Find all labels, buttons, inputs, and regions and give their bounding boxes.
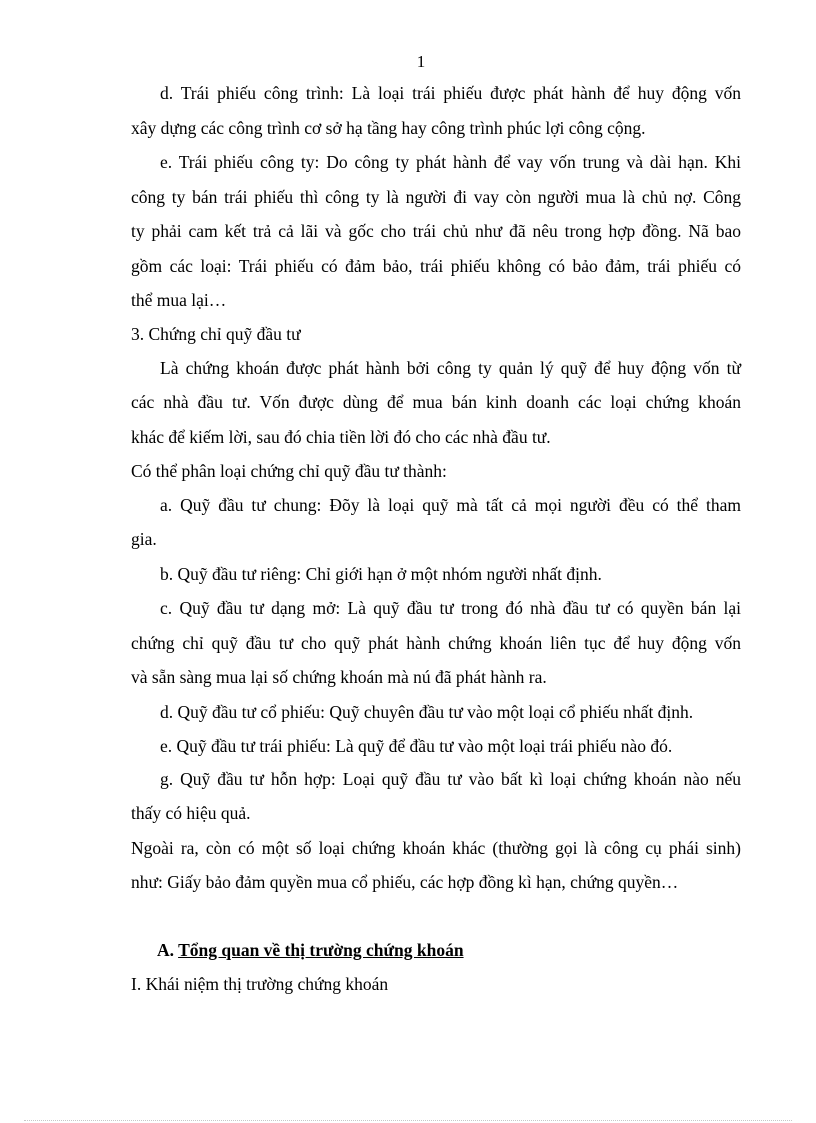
paragraph-line: e. Quỹ đầu tư trái phiếu: Là quỹ để đầu tư vào một loại trái phiếu nào đó. <box>160 736 673 756</box>
paragraph-line: ty phải cam kết trả cả lãi và gốc cho trái chủ như đã nêu trong hợp đồng. Nã bao <box>131 221 741 241</box>
page-number: 1 <box>416 52 426 71</box>
paragraph-line: Có thể phân loại chứng chỉ quỹ đầu tư thành: <box>131 461 447 481</box>
paragraph-line: c. Quỹ đầu tư dạng mở: Là quỹ đầu tư trong đó nhà đầu tư có quyền bán lại <box>160 598 741 618</box>
page-bottom-rule <box>24 1120 792 1121</box>
paragraph-line: g. Quỹ đầu tư hỗn hợp: Loại quỹ đầu tư vào bất kì loại chứng khoán nào nếu <box>160 769 741 789</box>
chapter-heading-prefix: A. <box>157 940 175 960</box>
paragraph-line: khác để kiếm lời, sau đó chia tiền lời đó cho các nhà đầu tư. <box>131 427 551 447</box>
paragraph-line: các nhà đầu tư. Vốn được dùng để mua bán kinh doanh các loại chứng khoán <box>131 392 741 412</box>
paragraph-line: gồm các loại: Trái phiếu có đảm bảo, trái phiếu không có bảo đảm, trái phiếu có <box>131 256 741 276</box>
paragraph-line: gia. <box>131 529 157 549</box>
subsection-heading: I. Khái niệm thị trường chứng khoán <box>131 974 389 994</box>
paragraph-line: d. Quỹ đầu tư cổ phiếu: Quỹ chuyên đầu tư vào một loại cổ phiếu nhất định. <box>160 702 694 722</box>
section-heading: 3. Chứng chỉ quỹ đầu tư <box>131 324 301 344</box>
paragraph-line: Là chứng khoán được phát hành bởi công ty quản lý quỹ để huy động vốn từ <box>160 358 741 378</box>
paragraph-line: chứng chỉ quỹ đầu tư cho quỹ phát hành chứng khoán liên tục để huy động vốn <box>131 633 741 653</box>
paragraph-line: như: Giấy bảo đảm quyền mua cổ phiếu, các hợp đồng kì hạn, chứng quyền… <box>131 872 679 892</box>
paragraph-line: e. Trái phiếu công ty: Do công ty phát hành để vay vốn trung và dài hạn. Khi <box>160 152 741 172</box>
chapter-heading <box>157 938 767 962</box>
paragraph-line: d. Trái phiếu công trình: Là loại trái phiếu được phát hành để huy động vốn <box>160 83 741 103</box>
paragraph-line: thấy có hiệu quả. <box>131 803 251 823</box>
paragraph-line: công ty bán trái phiếu thì công ty là người đi vay còn người mua là chủ nợ. Công <box>131 187 741 207</box>
paragraph-line: Ngoài ra, còn có một số loại chứng khoán khác (thường gọi là công cụ phái sinh) <box>131 838 741 858</box>
chapter-heading-title: Tổng quan về thị trường chứng khoán <box>178 940 464 960</box>
paragraph-line: thể mua lại… <box>131 290 227 310</box>
paragraph-line: b. Quỹ đầu tư riêng: Chỉ giới hạn ở một nhóm người nhất định. <box>160 564 602 584</box>
paragraph-line: xây dựng các công trình cơ sở hạ tầng hay công trình phúc lợi công cộng. <box>131 118 646 138</box>
paragraph-line: và sẵn sàng mua lại số chứng khoán mà nú đã phát hành ra. <box>131 667 547 687</box>
paragraph-line: a. Quỹ đầu tư chung: Đõy là loại quỹ mà tất cả mọi người đều có thể tham <box>160 495 741 515</box>
